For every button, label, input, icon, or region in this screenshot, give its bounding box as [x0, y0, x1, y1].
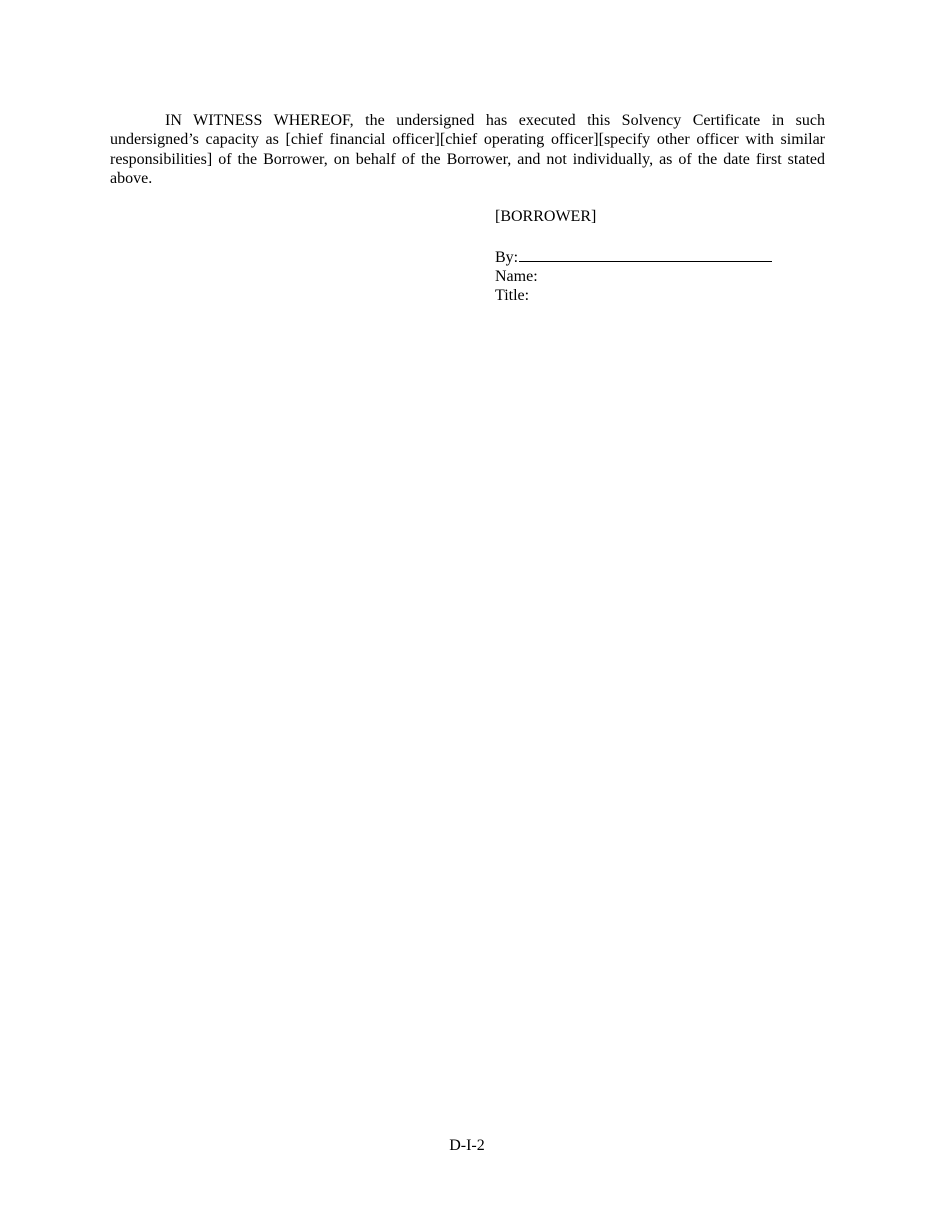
borrower-placeholder: [BORROWER] [495, 208, 597, 225]
by-line [495, 246, 795, 267]
signature-underline [519, 246, 772, 262]
name-label: Name: [495, 268, 538, 285]
witness-paragraph: IN WITNESS WHEREOF, the undersigned has executed this Solvency Certificate in such undersigned’s capacity as [chief financial officer][chief operating officer][specify other officer with similar responsibilities] of the Borrower, on behalf of the Borrower, and not individually, as of the date first stated above. [110, 112, 825, 187]
signature-block [495, 207, 795, 305]
page-number: D-I-2 [449, 1137, 485, 1154]
title-label: Title: [495, 287, 530, 304]
by-label: By: [495, 249, 519, 266]
